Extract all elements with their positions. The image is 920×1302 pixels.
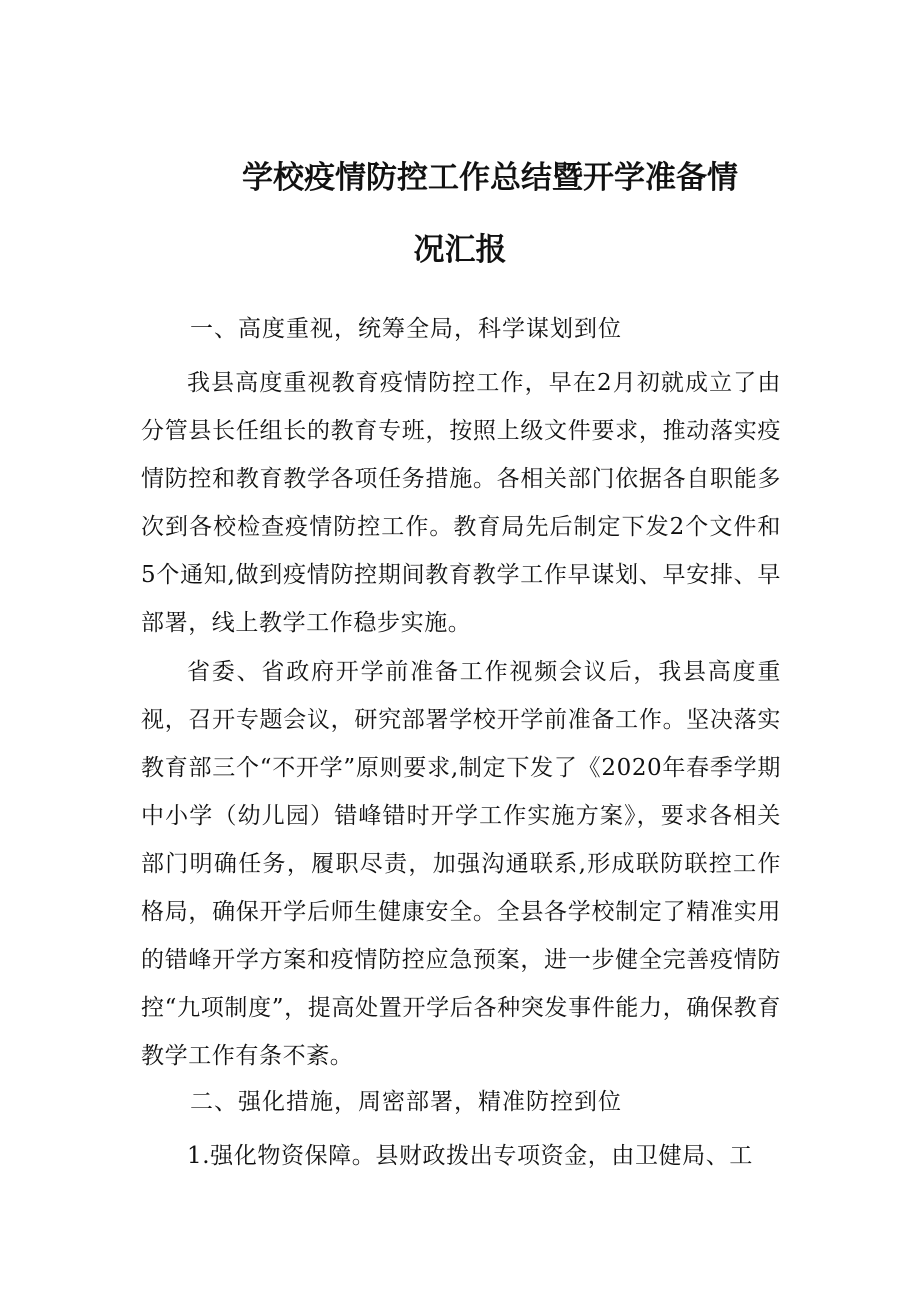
paragraph-1: 我县高度重视教育疫情防控工作，早在2月初就成立了由分管县长任组长的教育专班，按照上级文件要求，推动落实疫情防控和教育教学各项任务措施。各相关部门依据各自职能多次到各校检查疫情防控工作。教育局先后制定下发2个文件和5个通知,做到疫情防控期间教育教学工作早谋划、早安排、早部署，线上教学工作稳步实施。 (141, 370, 781, 636)
section-heading-1: 一、高度重视，统筹全局，科学谋划到位 (190, 316, 622, 342)
document-title-line-1: 学校疫情防控工作总结暨开学准备情 (242, 160, 738, 196)
section-heading-2: 二、强化措施，周密部署，精准防控到位 (190, 1089, 622, 1115)
paragraph-3: 1.强化物资保障。县财政拨出专项资金，由卫健局、工 (187, 1143, 753, 1169)
document-title-line-2: 况汇报 (413, 232, 507, 268)
paragraph-2: 省委、省政府开学前准备工作视频会议后，我县高度重视，召开专题会议，研究部署学校开学前准备工作。坚决落实教育部三个“不开学”原则要求,制定下发了《2020年春季学期中小学（幼儿园）错峰错时开学工作实施方案》，要求各相关部门明确任务，履职尽责，加强沟通联系,形成联防联控工作格局，确保开学后师生健康安全。全县各学校制定了精准实用的错峰开学方案和疫情防控应急预案，进一步健全完善疫情防控“九项制度”，提高处置开学后各种突发事件能力，确保教育教学工作有条不紊。 (141, 659, 781, 1069)
